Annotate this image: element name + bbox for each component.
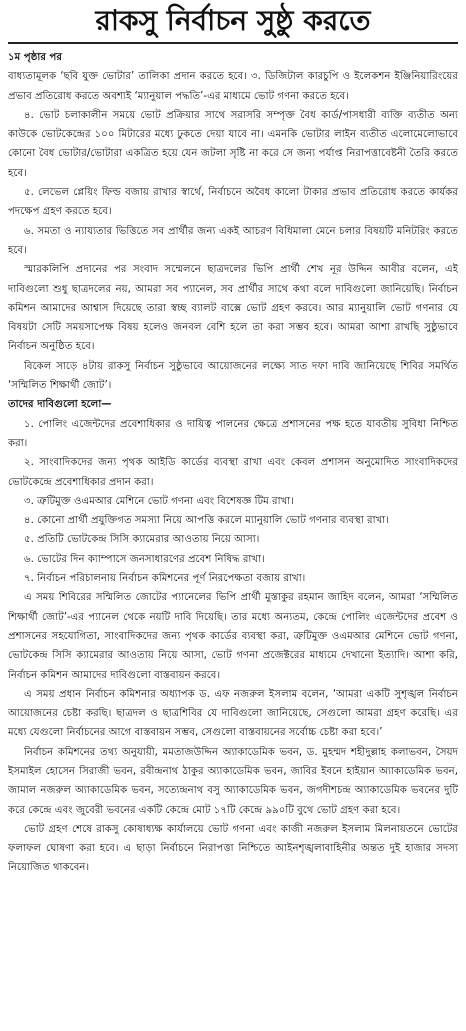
demand-item: ৫. প্রতিটি ভোটকেন্দ্র সিসি ক্যামেরার আওতায় নিয়ে আসা।	[24, 534, 260, 546]
demand-item: ১. পোলিং এজেন্টদের প্রবেশাধিকার ও দায়িত্ব পালনের ক্ষেত্রে প্রশাসনের পক্ষ হতে যাবতীয় সুবিধা নিশ্চিত করা।	[8, 418, 458, 449]
demand-item: ২. সাংবাদিকদের জন্য পৃথক আইডি কার্ডের ব্যবস্থা রাখা এবং কেবল প্রশাসন অনুমোদিত সাংবাদিকদের ভোটকেন্দ্রে প্রবেশাধিকার প্রদান করা।	[8, 457, 458, 488]
headline: রাকসু নির্বাচন সুষ্ঠু করতে	[8, 0, 458, 44]
demand-item: ৩. ত্রুটিমুক্ত ওএমআর মেশিনে ভোট গণনা এবং বিশেষজ্ঞ টিম রাখা।	[24, 495, 294, 507]
continued-from-label: ১ম পৃষ্ঠার পর	[8, 52, 62, 63]
article-body	[8, 48, 458, 878]
demand-item: ৭. নির্বাচন পরিচালনায় নির্বাচন কমিশনের পূর্ণ নিরপেক্ষতা বজায় রাখা।	[24, 573, 306, 585]
article-paragraph: ভোট গ্রহণ শেষে রাকসু কোষাধ্যক্ষ কার্যালয়ে ভোট গণনা এবং কাজী নজরুল ইসলাম মিলনায়তনে ভোটের ফলাফল ঘোষণা করা হবে। এ ছাড়া নির্বাচনে নিরাপত্তা নিশ্চিতে আইনশৃঙ্খলাবাহিনীর অন্তত দুই হাজার সদস্য নিয়োজিত থাকবেন।	[8, 823, 458, 874]
demand-item: ৪. কোনো প্রার্থী প্রযুক্তিগত সমস্যা নিয়ে আপত্তি করলে ম্যানুয়ালি ভোট গণনার ব্যবস্থা রাখা।	[24, 515, 389, 527]
article-paragraph: এ সময় শিবিরের সম্মিলিত জোটের প্যানেলের ভিপি প্রার্থী মুস্তাকুর রহমান জাহিদ বলেন, আমরা ‘সম্মিলিত শিক্ষার্থী জোট’-এর প্যানেল থেকে নয়টি দাবি দিয়েছি। তার মধ্যে অন্যতম, কেন্দ্রে পোলিং এজেন্টদের প্রবেশ ও প্রশাসনের সহযোগিতা, সাংবাদিকদের জন্য পৃথক কার্ডের ব্যবস্থা করা, ত্রুটিমুক্ত ওএমআর মেশিনে ভোট গণনা, ভোটকেন্দ্র সিসি ক্যামেরার আওতায় নিয়ে আসা, ভোট গণনা প্রজেক্টরের মাধ্যমে দেখানো ইত্যাদি। আশা করি, নির্বাচন কমিশন আমাদের দাবিগুলো বাস্তবায়ন করবে।	[8, 592, 458, 681]
article-paragraph: এ সময় প্রধান নির্বাচন কমিশনার অধ্যাপক ড. এফ নজরুল ইসলাম বলেন, ‘আমরা একটি সুশৃঙ্খল নির্বাচন আয়োজনের চেষ্টা করছি। ছাত্রদল ও ছাত্রশিবির যে দাবিগুলো জানিয়েছে, সেগুলো আমরা গ্রহণ করেছি। এর মধ্যে যেগুলো নির্বাচনের আগে বাস্তবায়ন সম্ভব, সেগুলো বাস্তবায়নের সর্বোচ্চ চেষ্টা করা হবে।’	[8, 688, 458, 739]
demands-heading: তাদের দাবিগুলো হলো—	[8, 399, 112, 411]
article-paragraph: বিকেল সাড়ে ৪টায় রাকসু নির্বাচন সুষ্ঠুভাবে আয়োজনের লক্ষ্যে সাত দফা দাবি জানিয়েছে শিবির সমর্থিত ‘সম্মিলিত শিক্ষার্থী জোট’।	[8, 360, 458, 392]
article-paragraph: বাধ্যতামূলক ‘ছবি যুক্ত ভোটার’ তালিকা প্রদান করতে হবে। ৩. ডিজিটাল কারচুপি ও ইলেকশন ইঞ্জিনিয়ারিংয়ের প্রভাব প্রতিরোধ করতে অবশ্যই ‘ম্যানুয়াল পদ্ধতি’-এর মাধ্যমে ভোট গণনা করতে হবে।	[8, 71, 458, 102]
article-paragraph: স্মারকলিপি প্রদানের পর সংবাদ সম্মেলনে ছাত্রদলের ভিপি প্রার্থী শেখ নূর উদ্দিন আবীর বলেন, এই দাবিগুলো শুধু ছাত্রদলের নয়, আমরা সব প্যানেল, সব প্রার্থীর সাথে কথা বলে দাবিগুলো জানিয়েছি। নির্বাচন কমিশন আমাদের আশ্বাস দিয়েছে তারা স্বচ্ছ ব্যালট বাক্সে ভোট গ্রহণ করবে। আর ম্যানুয়ালি ভোট গণনার যে বিষয়টা সেটি সময়সাপেক্ষ বিষয় হলেও জনবল বেশি হলে তা করা সম্ভব হবে। আমরা আশা রাখছি সুষ্ঠুভাবে নির্বাচন অনুষ্ঠিত হবে।	[8, 264, 458, 353]
article-paragraph: ৪. ভোট চলাকালীন সময়ে ভোট প্রক্রিয়ার সাথে সরাসরি সম্পৃক্ত বৈধ কার্ড/পাসধারী ব্যক্তি ব্যতীত অন্য কাউকে ভোটকেন্দ্রের ১০০ মিটারের মধ্যে ঢুকতে দেয়া যাবে না। এমনকি ভোটার লাইন ব্যতীত এলোমেলোভাবে কোনো বৈধ ভোটার/ভোটারা একত্রিত হয়ে যেন জটলা সৃষ্টি না করে সে জন্য পর্যাপ্ত নিরাপত্তাবেষ্টনী তৈরি করতে হবে।	[8, 109, 458, 179]
demand-item: ৬. ভোটের দিন ক্যাম্পাসে জনসাধারণের প্রবেশ নিষিদ্ধ রাখা।	[24, 553, 265, 565]
article-paragraph: ৫. লেভেল প্লেয়িং ফিল্ড বজায় রাখার স্বার্থে, নির্বাচনে অবৈধ কালো টাকার প্রভাব প্রতিরোধ করতে কার্যকর পদক্ষেপ গ্রহণ করতে হবে।	[8, 187, 458, 218]
article-paragraph: ৬. সমতা ও ন্যায্যতার ভিত্তিতে সব প্রার্থীর জন্য একই আচরণ বিধিমালা মেনে চলার বিষয়টি মনিটরিং করতে হবে।	[8, 225, 458, 256]
demands-list	[8, 415, 458, 589]
article-paragraph: নির্বাচন কমিশনের তথ্য অনুযায়ী, মমতাজউদ্দিন অ্যাকাডেমিক ভবন, ড. মুহম্মদ শহীদুল্লাহ কলাভবন, সৈয়দ ইসমাইল হোসেন সিরাজী ভবন, রবীন্দ্রনাথ ঠাকুর অ্যাকাডেমিক ভবন, জাবির ইবনে হাইয়ান অ্যাকাডেমিক ভবন, জামাল নজরুল অ্যাকাডেমিক ভবন, সত্যেন্দ্রনাথ বসু অ্যাকাডেমিক ভবন, জগদীশচন্দ্র অ্যাকাডেমিক ভবনের দুটি করে কেন্দ্রে এবং জুবেরী ভবনের একটি কেন্দ্রে মোট ১৭টি কেন্দ্রে ৯৯০টি বুথে ভোট গ্রহণ করা হবে।	[8, 746, 458, 816]
